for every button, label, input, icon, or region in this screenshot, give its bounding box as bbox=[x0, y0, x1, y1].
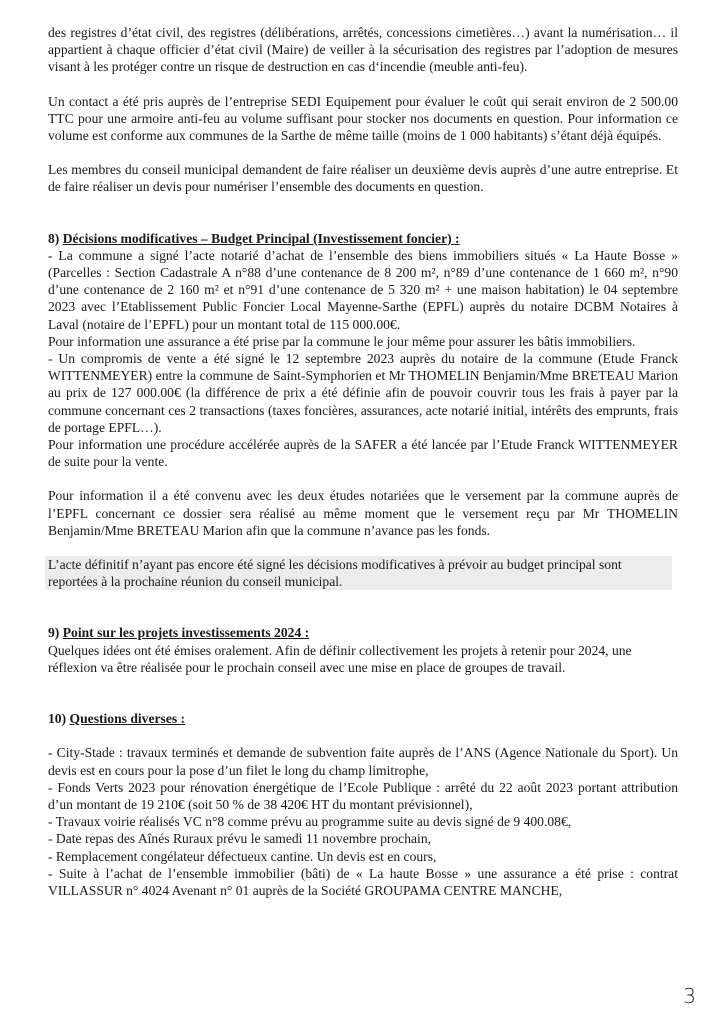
intro-paragraph-sedi-quote: Un contact a été pris auprès de l’entreprise SEDI Equipement pour évaluer le coût qui serait environ de 2 500.00 TTC pour une armoire anti-feu au volume suffisant pour stocker nos documents en question. Pour information ce volume est conforme aux communes de la Sarthe de même taille (moins de 1 000 habitants) s’étant déjà équipés. bbox=[48, 93, 678, 144]
section-8-heading bbox=[48, 230, 678, 247]
section-8-paragraph-insurance: Pour information une assurance a été prise par la commune le jour même pour assurer les bâtis immobiliers. bbox=[48, 333, 636, 349]
spacer bbox=[48, 539, 678, 556]
spacer bbox=[48, 727, 678, 744]
spacer bbox=[48, 590, 678, 624]
section-10-heading bbox=[48, 710, 678, 727]
section-8-paragraph-sale-agreement: - Un compromis de vente a été signé le 12 septembre 2023 auprès du notaire de la commune (Etude Franck WITTENMEYER) entre la commune de Saint-Symphorien et Mr THOMELIN Benjamin/Mme BRETEAU Marion au prix de 127 000.00€ (la différence de prix a été définie afin de pouvoir couvrir tous les frais à payer par la commune concernant ces 2 transactions (taxes foncières, assurances, acte notarié initial, intérêts des emprunts, frais de portage EPFL…). bbox=[48, 351, 678, 435]
page-number: 3 bbox=[683, 984, 696, 1008]
spacer bbox=[48, 144, 678, 161]
intro-paragraph-registers: des registres d’état civil, des registres (délibérations, arrêtés, concessions cimetières…) avant la numérisation… il appartient à chaque officier d’état civil (Maire) de veiller à la sécurisation des registres par l’adoption de mesures visant à les protéger contre un risque de destruction en cas d‘incendie (meuble anti-feu). bbox=[48, 25, 678, 75]
list-item-travaux-voirie: - Travaux voirie réalisés VC n°8 comme prévu au programme suite au devis signé de 9 400.08€, bbox=[48, 814, 572, 830]
intro-paragraph-council-request: Les membres du conseil municipal demandent de faire réaliser un deuxième devis auprès d’une autre entreprise. Et de faire réaliser un devis pour numériser l’ensemble des documents en question. bbox=[48, 162, 678, 195]
section-8-title: Décisions modificatives – Budget Principal (Investissement foncier) : bbox=[62, 230, 460, 246]
section-8-paragraph-payment: Pour information il a été convenu avec les deux études notariées que le versement par la commune auprès de l’EPFL concernant ce dossier sera réalisé au même moment que le versement reçu par Mr THOMELIN Benjamin/Mme BRETEAU Marion afin que la commune n’avance pas les fonds. bbox=[48, 488, 678, 538]
section-10-title: Questions diverses : bbox=[69, 711, 186, 727]
spacer bbox=[48, 196, 678, 230]
spacer bbox=[48, 76, 678, 93]
list-item-assurance: - Suite à l’achat de l’ensemble immobilier (bâti) de « La haute Bosse » une assurance a été prise : contrat VILLASSUR n° 4024 Avenant n° 01 auprès de la Société GROUPAMA CENTRE MANCHE, bbox=[48, 865, 678, 898]
list-item-repas-aines: - Date repas des Aînés Ruraux prévu le samedi 11 novembre prochain, bbox=[48, 831, 432, 847]
list-item-fonds-verts: - Fonds Verts 2023 pour rénovation énergétique de l’Ecole Publique : arrêté du 22 août 2023 portant attribution d’un montant de 19 210€ (soit 50 % de 38 420€ HT du montant prévisionnel), bbox=[48, 779, 678, 812]
section-9-heading bbox=[48, 624, 678, 641]
document-page bbox=[48, 24, 678, 899]
section-9-title: Point sur les projets investissements 2024 : bbox=[62, 625, 310, 641]
list-item-city-stade: - City-Stade : travaux terminés et demande de subvention faite auprès de l’ANS (Agence Nationale du Sport). Un devis est en cours pour la pose d’un filet le long du champ limitrophe, bbox=[48, 745, 678, 778]
list-item-congelateur: - Remplacement congélateur défectueux cantine. Un devis est en cours, bbox=[48, 848, 437, 864]
section-8-paragraph-highlighted: L’acte définitif n’ayant pas encore été signé les décisions modificatives à prévoir au budget principal sont reportées à la prochaine réunion du conseil municipal. bbox=[45, 556, 672, 590]
section-9-number: 9) bbox=[48, 625, 63, 641]
section-9-paragraph: Quelques idées ont été émises oralement. Afin de définir collectivement les projets à retenir pour 2024, une réflexion va être réalisée pour le prochain conseil avec une mise en place de groupes de travail. bbox=[48, 642, 632, 675]
section-8-paragraph-safer: Pour information une procédure accélérée auprès de la SAFER a été lancée par l’Etude Franck WITTENMEYER de suite pour la vente. bbox=[48, 437, 678, 470]
section-10-number: 10) bbox=[48, 711, 70, 727]
section-8-paragraph-purchase: - La commune a signé l’acte notarié d’achat de l’ensemble des biens immobiliers situés « La Haute Bosse » (Parcelles : Section Cadastrale A n°88 d’une contenance de 8 200 m², n°89 d’une contenance de 1 660 m², n°90 d’une contenance de 2 160 m² et n°91 d’une contenance de 5 320 m² + une maison habitation) le 04 septembre 2023 avec l’Etablissement Public Foncier Local Mayenne-Sarthe (EPFL) auprès du notaire DCBM Notaires à Laval (notaire de l’EPFL) pour un montant total de 115 000.00€. bbox=[48, 247, 678, 332]
section-8-number: 8) bbox=[48, 230, 63, 246]
spacer bbox=[48, 676, 678, 710]
spacer bbox=[48, 470, 678, 487]
